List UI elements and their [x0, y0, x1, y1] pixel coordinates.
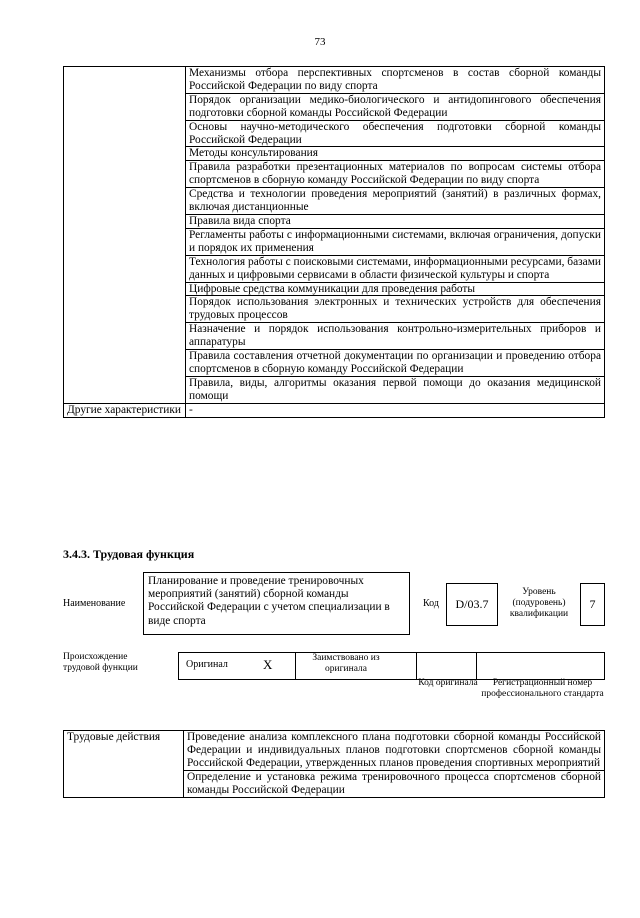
labor-action-item: Проведение анализа комплексного плана подготовки сборной команды Российской Федерации и индивидуальных планов подготовки спортсменов сборной команды Российской Федерации, утвержденных планов проведения спортивных мероприятий [184, 731, 605, 771]
knowledge-item: Порядок организации медико-биологического и антидопингового обеспечения подготовки сборной команды Российской Федерации [186, 93, 605, 120]
knowledge-item: Правила вида спорта [186, 214, 605, 228]
knowledge-item: Основы научно-методического обеспечения подготовки сборной команды Российской Федерации [186, 120, 605, 147]
level-value: 7 [589, 597, 596, 611]
level-label: Уровень (подуровень) квалификации [509, 587, 569, 619]
knowledge-item: Цифровые средства коммуникации для проведения работы [186, 282, 605, 296]
labor-actions-table [63, 730, 605, 798]
knowledge-item: Порядок использования электронных и технических устройств для обеспечения трудовых процессов [186, 296, 605, 323]
reg-number-caption: Регистрационный номер профессионального стандарта [481, 678, 604, 699]
knowledge-item: Правила, виды, алгоритмы оказания первой помощи до оказания медицинской помощи [186, 376, 605, 403]
table-row [64, 403, 605, 417]
code-original-caption: Код оригинала [418, 678, 478, 688]
knowledge-item: Механизмы отбора перспективных спортсменов в состав сборной команды Российской Федерации по виду спорта [186, 67, 605, 94]
borrowed-label: Заимствовано из оригинала [312, 653, 380, 674]
function-name-box [143, 572, 410, 635]
divider [476, 652, 477, 680]
divider [416, 652, 417, 680]
other-characteristics-value: - [186, 403, 605, 417]
knowledge-item: Средства и технологии проведения мероприятий (занятий) в различных формах, включая дистанционные [186, 188, 605, 215]
code-box [446, 583, 498, 626]
labor-actions-label: Трудовые действия [64, 731, 184, 798]
knowledge-item: Технология работы с поисковыми системами, информационными ресурсами, базами данных и цифровыми сервисами в области физической культуры и спорта [186, 255, 605, 282]
other-characteristics-label: Другие характеристики [64, 403, 186, 417]
knowledge-item: Назначение и порядок использования контрольно-измерительных приборов и аппаратуры [186, 323, 605, 350]
knowledge-item: Правила разработки презентационных материалов по вопросам системы отбора спортсменов в сборную команду Российской Федерации по виду спорта [186, 161, 605, 188]
table-cell-empty [64, 67, 186, 404]
table-row [64, 731, 605, 771]
function-code: D/03.7 [455, 597, 489, 611]
knowledge-item: Методы консультирования [186, 147, 605, 161]
original-label: Оригинал [186, 659, 228, 670]
knowledge-item: Правила составления отчетной документации по организации и проведению отбора спортсменов в сборную команду Российской Федерации [186, 350, 605, 377]
code-label: Код [423, 598, 439, 609]
origin-row [178, 652, 605, 680]
table-row [64, 67, 605, 94]
name-label: Наименование [63, 598, 126, 609]
knowledge-item: Регламенты работы с информационными системами, включая ограничения, допуски и порядок их применения [186, 228, 605, 255]
labor-action-item: Определение и установка режима тренировочного процесса спортсменов сборной команды Российской Федерации [184, 770, 605, 797]
original-mark: X [263, 657, 273, 672]
function-name: Планирование и проведение тренировочных мероприятий (занятий) сборной команды Российской Федерации с учетом специализации в виде спорта [148, 575, 390, 627]
section-heading: 3.4.3. Трудовая функция [63, 547, 195, 561]
page-number: 73 [314, 36, 326, 48]
origin-label: Происхождение трудовой функции [63, 652, 138, 673]
knowledge-table [63, 66, 605, 418]
level-box [580, 583, 605, 626]
